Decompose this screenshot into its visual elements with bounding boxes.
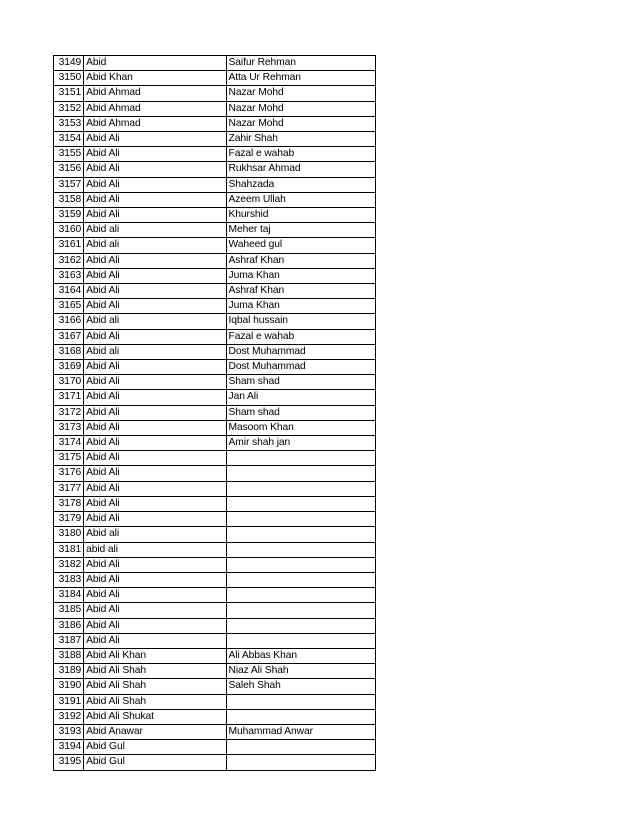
father-name-cell <box>226 496 375 511</box>
serial-number-cell: 3174 <box>54 436 84 451</box>
serial-number-cell: 3187 <box>54 633 84 648</box>
father-name-cell: Jan Ali <box>226 390 375 405</box>
serial-number-cell: 3155 <box>54 147 84 162</box>
serial-number-cell: 3180 <box>54 527 84 542</box>
name-cell: Abid Anawar <box>84 724 226 739</box>
father-name-cell <box>226 451 375 466</box>
name-cell: Abid Ali <box>84 177 226 192</box>
father-name-cell <box>226 755 375 770</box>
name-cell: Abid Ali <box>84 588 226 603</box>
father-name-cell <box>226 572 375 587</box>
serial-number-cell: 3162 <box>54 253 84 268</box>
father-name-cell: Azeem Ullah <box>226 192 375 207</box>
table-row <box>54 557 376 572</box>
name-cell: Abid Ali <box>84 466 226 481</box>
name-cell: Abid ali <box>84 527 226 542</box>
father-name-cell: Masoom Khan <box>226 420 375 435</box>
serial-number-cell: 3188 <box>54 648 84 663</box>
serial-number-cell: 3176 <box>54 466 84 481</box>
serial-number-cell: 3195 <box>54 755 84 770</box>
serial-number-cell: 3161 <box>54 238 84 253</box>
table-row <box>54 162 376 177</box>
table-row <box>54 284 376 299</box>
father-name-cell <box>226 709 375 724</box>
serial-number-cell: 3186 <box>54 618 84 633</box>
father-name-cell <box>226 633 375 648</box>
father-name-cell <box>226 588 375 603</box>
table-row <box>54 223 376 238</box>
table-row <box>54 572 376 587</box>
serial-number-cell: 3194 <box>54 740 84 755</box>
table-row <box>54 192 376 207</box>
table-row <box>54 314 376 329</box>
father-name-cell <box>226 603 375 618</box>
father-name-cell: Nazar Mohd <box>226 101 375 116</box>
name-cell: Abid Ali <box>84 436 226 451</box>
serial-number-cell: 3190 <box>54 679 84 694</box>
table-row <box>54 208 376 223</box>
table-row <box>54 238 376 253</box>
table-row <box>54 390 376 405</box>
table-row <box>54 618 376 633</box>
table-row <box>54 253 376 268</box>
serial-number-cell: 3160 <box>54 223 84 238</box>
father-name-cell: Juma Khan <box>226 299 375 314</box>
table-row <box>54 542 376 557</box>
serial-number-cell: 3170 <box>54 375 84 390</box>
serial-number-cell: 3184 <box>54 588 84 603</box>
name-cell: Abid Ali <box>84 557 226 572</box>
name-cell: Abid Ali Shah <box>84 694 226 709</box>
father-name-cell <box>226 740 375 755</box>
table-row <box>54 405 376 420</box>
name-cell: Abid Ali <box>84 253 226 268</box>
father-name-cell <box>226 694 375 709</box>
name-cell: Abid Ali <box>84 496 226 511</box>
father-name-cell <box>226 527 375 542</box>
table-row <box>54 633 376 648</box>
father-name-cell: Dost Muhammad <box>226 360 375 375</box>
table-row <box>54 512 376 527</box>
table-row <box>54 132 376 147</box>
name-cell: Abid ali <box>84 314 226 329</box>
table-row <box>54 147 376 162</box>
serial-number-cell: 3153 <box>54 116 84 131</box>
name-cell: Abid Ali <box>84 329 226 344</box>
table-row <box>54 116 376 131</box>
father-name-cell: Muhammad Anwar <box>226 724 375 739</box>
serial-number-cell: 3159 <box>54 208 84 223</box>
serial-number-cell: 3183 <box>54 572 84 587</box>
table-row <box>54 527 376 542</box>
father-name-cell: Ashraf Khan <box>226 284 375 299</box>
name-cell: Abid ali <box>84 344 226 359</box>
serial-number-cell: 3185 <box>54 603 84 618</box>
name-cell: Abid <box>84 56 226 71</box>
name-cell: Abid Ali <box>84 512 226 527</box>
father-name-cell <box>226 557 375 572</box>
table-row <box>54 177 376 192</box>
father-name-cell: Waheed gul <box>226 238 375 253</box>
name-cell: Abid Ali <box>84 618 226 633</box>
table-row <box>54 694 376 709</box>
name-cell: Abid Ali Shah <box>84 679 226 694</box>
serial-number-cell: 3169 <box>54 360 84 375</box>
father-name-cell: Ashraf Khan <box>226 253 375 268</box>
name-cell: Abid Ali <box>84 572 226 587</box>
serial-number-cell: 3157 <box>54 177 84 192</box>
father-name-cell: Niaz Ali Shah <box>226 664 375 679</box>
serial-number-cell: 3151 <box>54 86 84 101</box>
name-cell: abid ali <box>84 542 226 557</box>
serial-number-cell: 3181 <box>54 542 84 557</box>
name-cell: Abid Ali <box>84 208 226 223</box>
father-name-cell: Juma Khan <box>226 268 375 283</box>
table-row <box>54 466 376 481</box>
father-name-cell: Shahzada <box>226 177 375 192</box>
father-name-cell: Fazal e wahab <box>226 329 375 344</box>
table-row <box>54 648 376 663</box>
father-name-cell <box>226 618 375 633</box>
name-cell: Abid Ali <box>84 192 226 207</box>
table-row <box>54 360 376 375</box>
name-cell: Abid Khan <box>84 71 226 86</box>
name-cell: Abid Ali <box>84 132 226 147</box>
name-cell: Abid Ahmad <box>84 101 226 116</box>
table-row <box>54 603 376 618</box>
name-cell: Abid Ahmad <box>84 86 226 101</box>
table-row <box>54 329 376 344</box>
name-cell: Abid Ali <box>84 268 226 283</box>
serial-number-cell: 3152 <box>54 101 84 116</box>
serial-number-cell: 3150 <box>54 71 84 86</box>
table-row <box>54 496 376 511</box>
name-cell: Abid Ahmad <box>84 116 226 131</box>
table-row <box>54 755 376 770</box>
name-cell: Abid Ali Shah <box>84 664 226 679</box>
name-cell: Abid ali <box>84 238 226 253</box>
serial-number-cell: 3189 <box>54 664 84 679</box>
name-cell: Abid Ali <box>84 390 226 405</box>
father-name-cell: Nazar Mohd <box>226 116 375 131</box>
serial-number-cell: 3178 <box>54 496 84 511</box>
father-name-cell: Khurshid <box>226 208 375 223</box>
father-name-cell: Rukhsar Ahmad <box>226 162 375 177</box>
table-row <box>54 664 376 679</box>
serial-number-cell: 3177 <box>54 481 84 496</box>
father-name-cell: Iqbal hussain <box>226 314 375 329</box>
table-row <box>54 451 376 466</box>
name-cell: Abid Ali <box>84 284 226 299</box>
name-cell: Abid Ali <box>84 481 226 496</box>
serial-number-cell: 3168 <box>54 344 84 359</box>
father-name-cell: Saleh Shah <box>226 679 375 694</box>
father-name-cell: Zahir Shah <box>226 132 375 147</box>
table-row <box>54 344 376 359</box>
father-name-cell: Saifur Rehman <box>226 56 375 71</box>
name-cell: Abid Ali Khan <box>84 648 226 663</box>
father-name-cell <box>226 512 375 527</box>
serial-number-cell: 3154 <box>54 132 84 147</box>
table-row <box>54 56 376 71</box>
name-cell: Abid Ali <box>84 162 226 177</box>
table-row <box>54 71 376 86</box>
name-cell: Abid Ali <box>84 420 226 435</box>
name-cell: Abid Ali <box>84 299 226 314</box>
father-name-cell: Dost Muhammad <box>226 344 375 359</box>
serial-number-cell: 3172 <box>54 405 84 420</box>
table-row <box>54 268 376 283</box>
table-row <box>54 101 376 116</box>
name-cell: Abid Ali <box>84 360 226 375</box>
serial-number-cell: 3191 <box>54 694 84 709</box>
serial-number-cell: 3193 <box>54 724 84 739</box>
father-name-cell: Sham shad <box>226 375 375 390</box>
father-name-cell: Meher taj <box>226 223 375 238</box>
serial-number-cell: 3164 <box>54 284 84 299</box>
table-row <box>54 588 376 603</box>
father-name-cell <box>226 466 375 481</box>
name-cell: Abid Ali <box>84 375 226 390</box>
table-row <box>54 709 376 724</box>
serial-number-cell: 3166 <box>54 314 84 329</box>
serial-number-cell: 3171 <box>54 390 84 405</box>
serial-number-cell: 3175 <box>54 451 84 466</box>
father-name-cell: Sham shad <box>226 405 375 420</box>
serial-number-cell: 3182 <box>54 557 84 572</box>
serial-number-cell: 3165 <box>54 299 84 314</box>
serial-number-cell: 3167 <box>54 329 84 344</box>
father-name-cell: Atta Ur Rehman <box>226 71 375 86</box>
father-name-cell <box>226 481 375 496</box>
father-name-cell: Fazal e wahab <box>226 147 375 162</box>
name-cell: Abid Gul <box>84 755 226 770</box>
table-row <box>54 420 376 435</box>
table-row <box>54 679 376 694</box>
name-cell: Abid Ali <box>84 451 226 466</box>
father-name-cell <box>226 542 375 557</box>
father-name-cell: Amir shah jan <box>226 436 375 451</box>
records-sheet <box>53 55 376 771</box>
serial-number-cell: 3149 <box>54 56 84 71</box>
name-cell: Abid Ali <box>84 603 226 618</box>
serial-number-cell: 3192 <box>54 709 84 724</box>
serial-number-cell: 3163 <box>54 268 84 283</box>
serial-number-cell: 3173 <box>54 420 84 435</box>
name-cell: Abid ali <box>84 223 226 238</box>
name-cell: Abid Ali Shukat <box>84 709 226 724</box>
father-name-cell: Ali Abbas Khan <box>226 648 375 663</box>
table-row <box>54 299 376 314</box>
name-cell: Abid Ali <box>84 147 226 162</box>
table-row <box>54 436 376 451</box>
father-name-cell: Nazar Mohd <box>226 86 375 101</box>
name-cell: Abid Gul <box>84 740 226 755</box>
records-table <box>53 55 376 771</box>
serial-number-cell: 3156 <box>54 162 84 177</box>
table-row <box>54 375 376 390</box>
table-row <box>54 86 376 101</box>
serial-number-cell: 3158 <box>54 192 84 207</box>
records-table-body <box>54 56 376 771</box>
table-row <box>54 740 376 755</box>
serial-number-cell: 3179 <box>54 512 84 527</box>
table-row <box>54 724 376 739</box>
table-row <box>54 481 376 496</box>
name-cell: Abid Ali <box>84 633 226 648</box>
name-cell: Abid Ali <box>84 405 226 420</box>
